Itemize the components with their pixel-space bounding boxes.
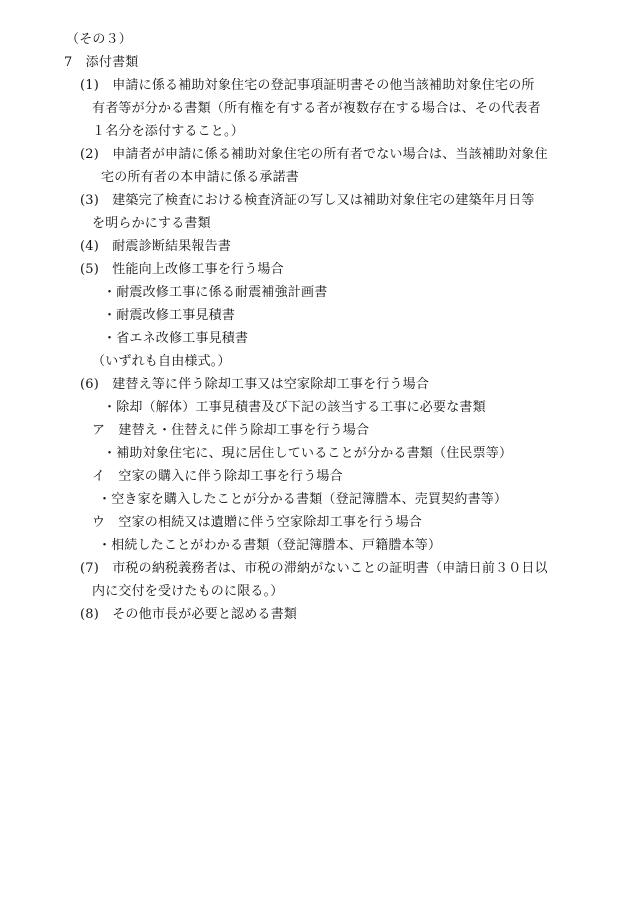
item-7-line-2: 内に交付を受けたものに限る。） (92, 584, 284, 599)
item-6-sub-u-bullet: ・相続したことがわかる書類（登記簿謄本、戸籍謄本等） (98, 538, 442, 553)
item-1-line-3: １名分を添付すること。） (92, 124, 244, 139)
item-1-line-2: 有者等が分かる書類（所有権を有する者が複数存在する場合は、その代表者 (92, 101, 541, 116)
item-6-sub-i: イ 空家の購入に伴う除却工事を行う場合 (92, 469, 343, 484)
item-6-sub-i-bullet: ・空き家を購入したことが分かる書類（登記簿謄本、売買契約書等） (98, 492, 508, 507)
item-1-line-1: (1) 申請に係る補助対象住宅の登記事項証明書その他当該補助対象住宅の所 (80, 78, 535, 93)
item-5-title: (5) 性能向上改修工事を行う場合 (80, 262, 284, 277)
item-5-note: （いずれも自由様式。） (92, 354, 231, 369)
item-6-sub-u: ウ 空家の相続又は遺贈に伴う空家除却工事を行う場合 (92, 515, 423, 530)
section-title: 7 添付書類 (64, 55, 139, 70)
item-6-sub-a-bullet: ・補助対象住宅に、現に居住していることが分かる書類（住民票等） (103, 446, 513, 461)
item-6-bullet: ・除却（解体）工事見積書及び下記の該当する工事に必要な書類 (103, 400, 486, 415)
item-5-bullet-3: ・省エネ改修工事見積書 (103, 331, 249, 346)
item-6-title: (6) 建替え等に伴う除却工事又は空家除却工事を行う場合 (80, 377, 430, 392)
item-3-line-1: (3) 建築完了検査における検査済証の写し又は補助対象住宅の建築年月日等 (80, 193, 535, 208)
item-5-bullet-2: ・耐震改修工事見積書 (103, 308, 236, 323)
item-2-line-1: (2) 申請者が申請に係る補助対象住宅の所有者でない場合は、当該補助対象住 (80, 147, 548, 162)
item-8: (8) その他市長が必要と認める書類 (80, 607, 298, 622)
item-5-bullet-1: ・耐震改修工事に係る耐震補強計画書 (103, 285, 328, 300)
document-header: （その３） (66, 32, 133, 47)
item-7-line-1: (7) 市税の納税義務者は、市税の滞納がないことの証明書（申請日前３０日以 (80, 561, 548, 576)
item-3-line-2: を明らかにする書類 (92, 216, 211, 231)
item-6-sub-a: ア 建替え・住替えに伴う除却工事を行う場合 (92, 423, 370, 438)
item-4: (4) 耐震診断結果報告書 (80, 239, 232, 254)
item-2-line-2: 宅の所有者の本申請に係る承諾書 (101, 170, 300, 185)
